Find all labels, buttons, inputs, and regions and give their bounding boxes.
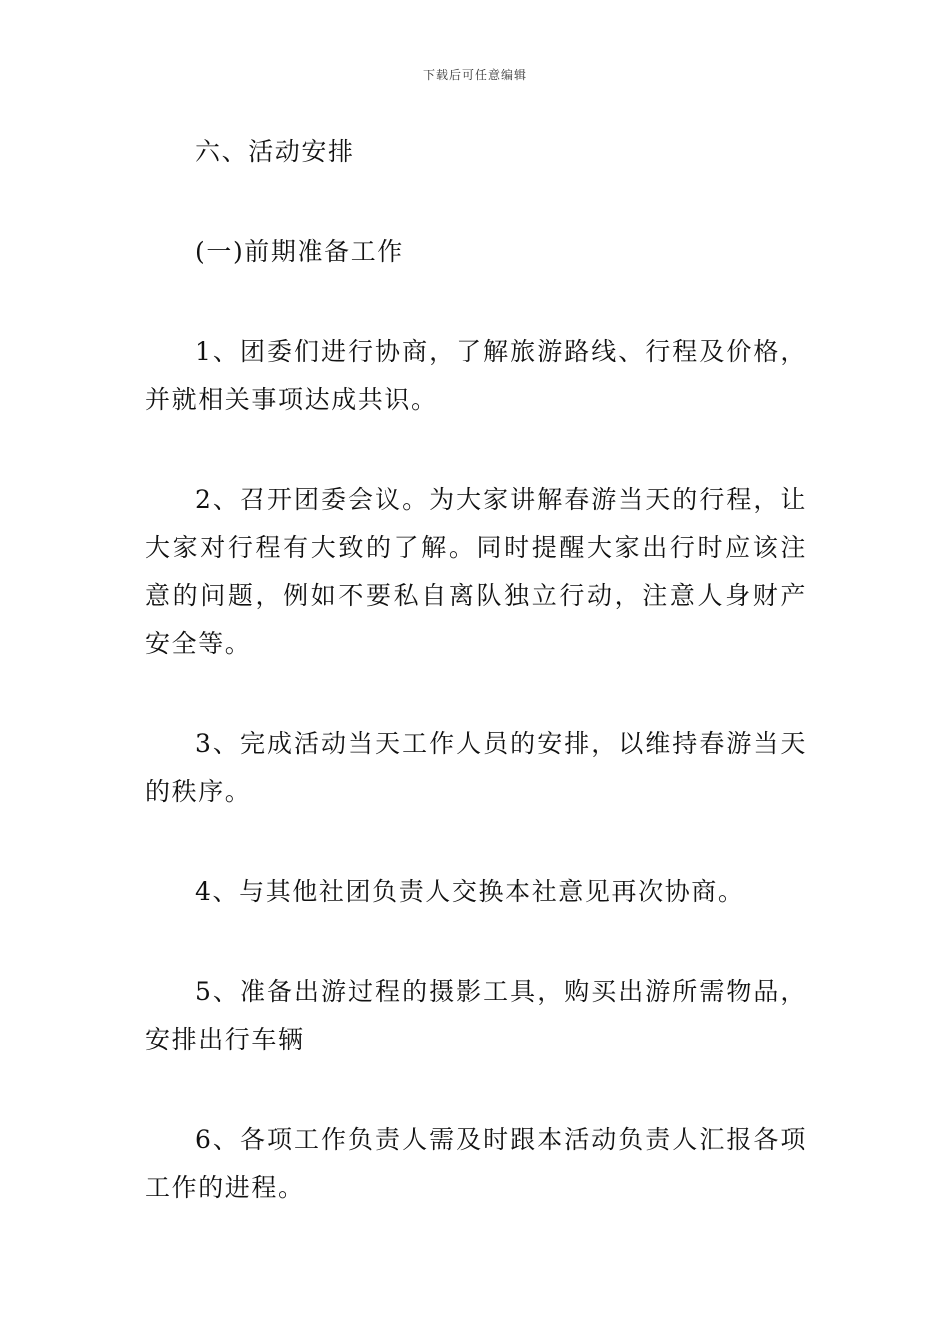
document-body	[145, 128, 807, 1264]
list-item: 4、与其他社团负责人交换本社意见再次协商。	[195, 877, 745, 906]
list-item: 1、团委们进行协商，了解旅游路线、行程及价格，并就相关事项达成共识。	[145, 337, 807, 414]
list-item: 6、各项工作负责人需及时跟本活动负责人汇报各项工作的进程。	[145, 1125, 807, 1202]
list-item: 2、召开团委会议。为大家讲解春游当天的行程，让大家对行程有大致的了解。同时提醒大家出行时应该注意的问题，例如不要私自离队独立行动，注意人身财产安全等。	[145, 485, 807, 658]
sub-heading: (一)前期准备工作	[195, 237, 404, 266]
list-item: 3、完成活动当天工作人员的安排，以维持春游当天的秩序。	[145, 729, 807, 806]
section-heading: 六、活动安排	[195, 137, 355, 166]
list-item: 5、准备出游过程的摄影工具，购买出游所需物品，安排出行车辆	[145, 977, 807, 1054]
header-note: 下载后可任意编辑	[422, 68, 527, 82]
